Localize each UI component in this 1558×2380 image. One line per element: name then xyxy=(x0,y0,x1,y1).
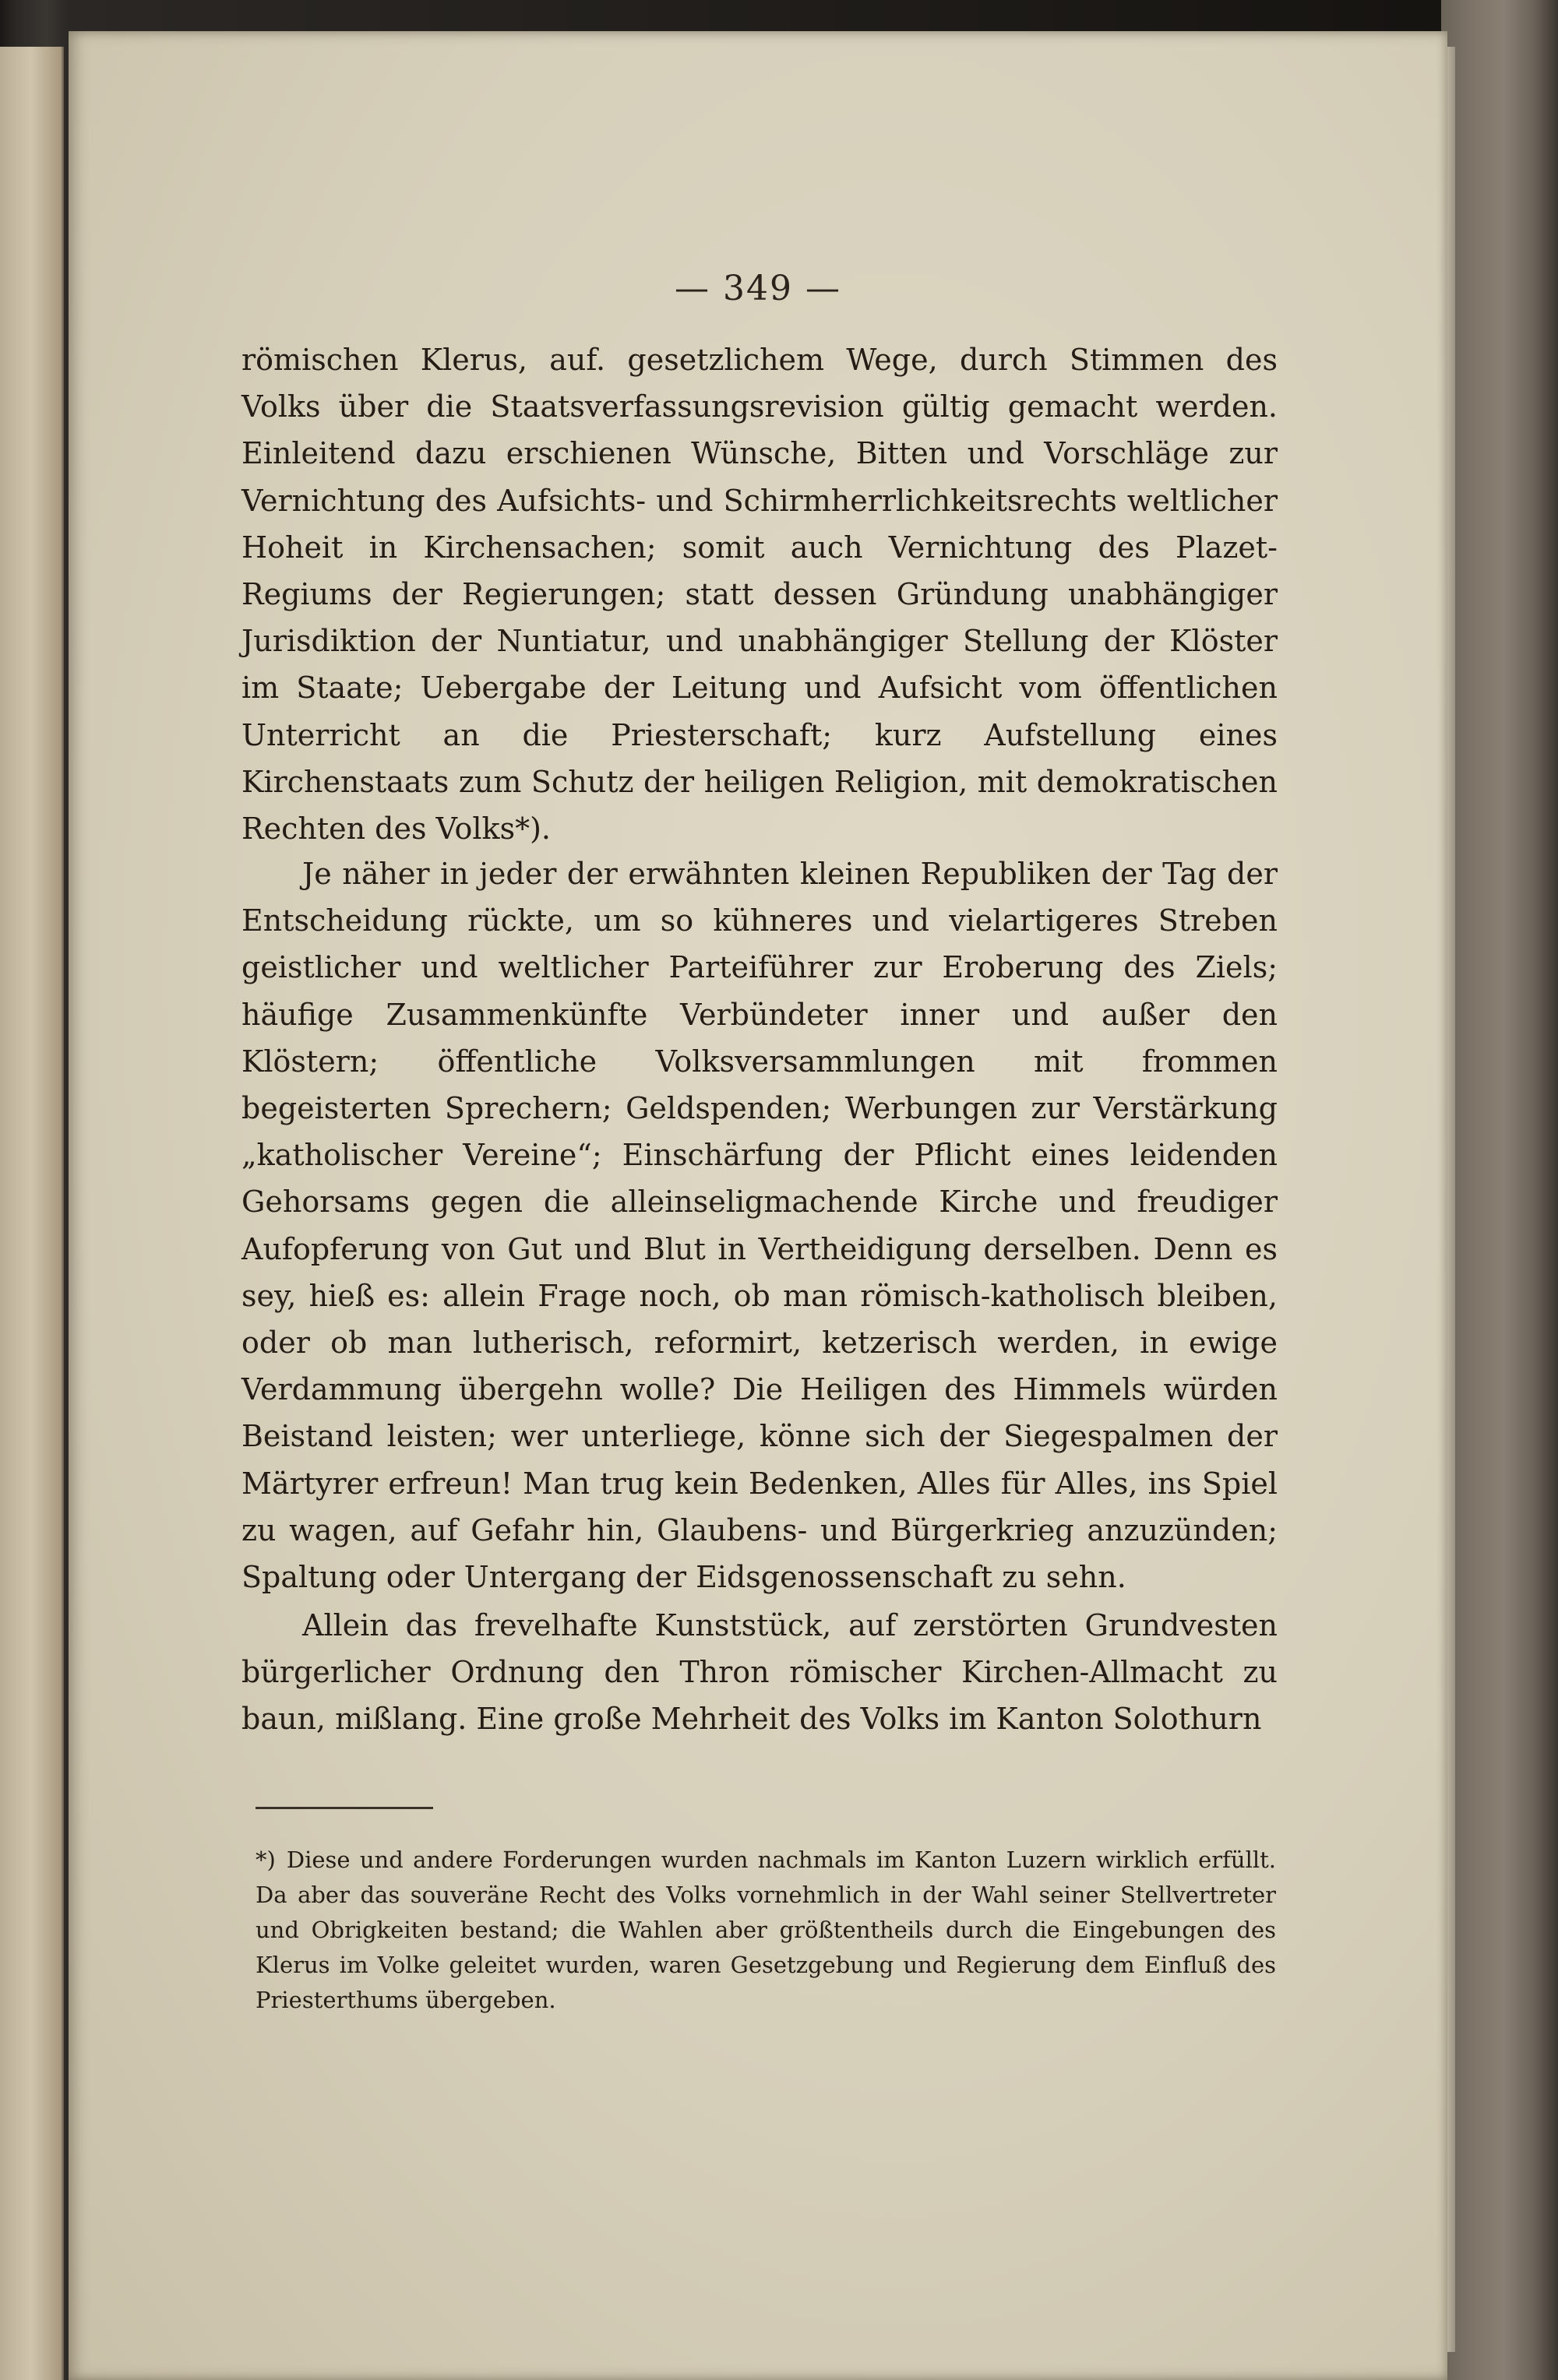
footnote-text: Diese und andere Forderungen wurden nachmals im Kanton Luzern wirklich erfüllt. Da aber das souveräne Recht des Volks vornehmlich in der Wahl seiner Stellvertreter und Obrigkeiten bestand; die Wahlen aber größtentheils durch die Eingebungen des Klerus im Volke geleitet wurden, waren Gesetzgebung und Regierung dem Einfluß des Priesterthums übergeben. xyxy=(256,1847,1276,2013)
paragraph-3: Allein das frevelhafte Kunststück, auf zerstörten Grundvesten bürgerlicher Ordnung den Thron römischer Kirchen-Allmacht zu baun, mißlang. Eine große Mehrheit des Volks im Kanton Solothurn xyxy=(241,1608,1278,1737)
footnote-marker: *) xyxy=(256,1847,276,1873)
facing-page-edge xyxy=(0,47,64,2380)
book-cover xyxy=(1441,0,1558,2380)
footnote xyxy=(256,1843,1276,2018)
book-page xyxy=(69,31,1447,2380)
footnote-divider xyxy=(256,1807,433,1809)
paragraph-1: römischen Klerus, auf. gesetzlichem Wege, durch Stimmen des Volks über die Staatsverfassungsrevision gültig gemacht werden. Einleitend dazu erschienen Wünsche, Bitten und Vorschläge zur Vernichtung des Aufsichts- und Schirmherrlichkeitsrechts weltlicher Hoheit in Kirchensachen; somit auch Vernichtung des Plazet-Regiums der Regierungen; statt dessen Gründung unabhängiger Jurisdiktion der Nuntiatur, und unabhängiger Stellung der Klöster im Staate; Uebergabe der Leitung und Aufsicht vom öffentlichen Unterricht an die Priesterschaft; kurz Aufstellung eines Kirchenstaats zum Schutz der heiligen Religion, mit demokratischen Rechten des Volks*). xyxy=(241,343,1278,847)
paragraph-2: Je näher in jeder der erwähnten kleinen Republiken der Tag der Entscheidung rückte, um so kühneres und vielartigeres Streben geistlicher und weltlicher Parteiführer zur Eroberung des Ziels; häufige Zusammenkünfte Verbündeter inner und außer den Klöstern; öffentliche Volksversammlungen mit frommen begeisterten Sprechern; Geldspenden; Werbungen zur Verstärkung „katholischer Vereine“; Einschärfung der Pflicht eines leidenden Gehorsams gegen die alleinseligmachende Kirche und freudiger Aufopferung von Gut und Blut in Vertheidigung derselben. Denn es sey, hieß es: allein Frage noch, ob man römisch-katholisch bleiben, oder ob man lutherisch, reformirt, ketzerisch werden, in ewige Verdammung übergehn wolle? Die Heiligen des Himmels würden Beistand leisten; wer unterliege, könne sich der Siegespalmen der Märtyrer erfreun! Man trug kein Bedenken, Alles für Alles, ins Spiel zu wagen, auf Gefahr hin, Glaubens- und Bürgerkrieg anzuzünden; Spaltung oder Untergang der Eidsgenossenschaft zu sehn. xyxy=(241,857,1278,1595)
page-number: — 349 — xyxy=(675,269,841,308)
